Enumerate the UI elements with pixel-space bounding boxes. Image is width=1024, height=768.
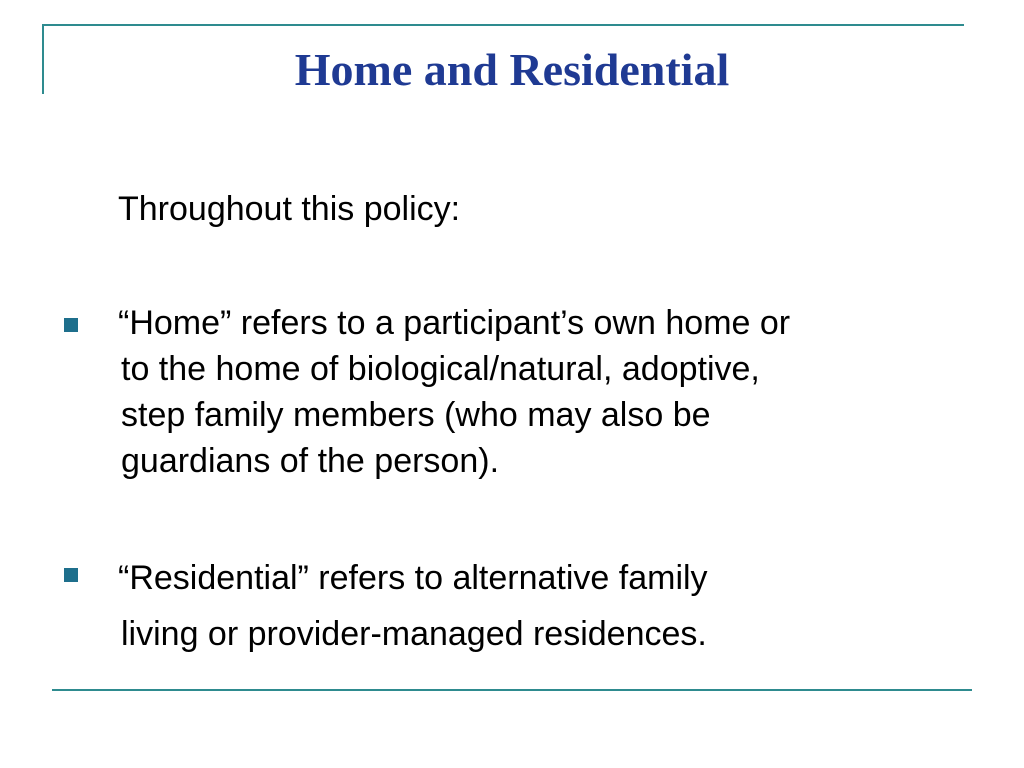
frame-top-line — [42, 24, 964, 26]
bullet-item-residential — [118, 550, 978, 662]
square-bullet-icon — [64, 568, 78, 582]
bottom-divider — [52, 689, 972, 691]
bullet-line: “Residential” refers to alternative family — [118, 559, 708, 597]
bullet-line: step family members (who may also be — [121, 396, 711, 434]
bullet-line: “Home” refers to a participant’s own home or — [118, 304, 791, 342]
bullet-line: living or provider-managed residences. — [121, 615, 707, 653]
square-bullet-icon — [64, 318, 78, 332]
intro-text: Throughout this policy: — [118, 190, 461, 228]
bullet-item-home — [118, 300, 978, 484]
bullet-line: to the home of biological/natural, adoptive, — [121, 350, 760, 388]
slide-title: Home and Residential — [294, 44, 730, 95]
bullet-line: guardians of the person). — [121, 442, 500, 480]
